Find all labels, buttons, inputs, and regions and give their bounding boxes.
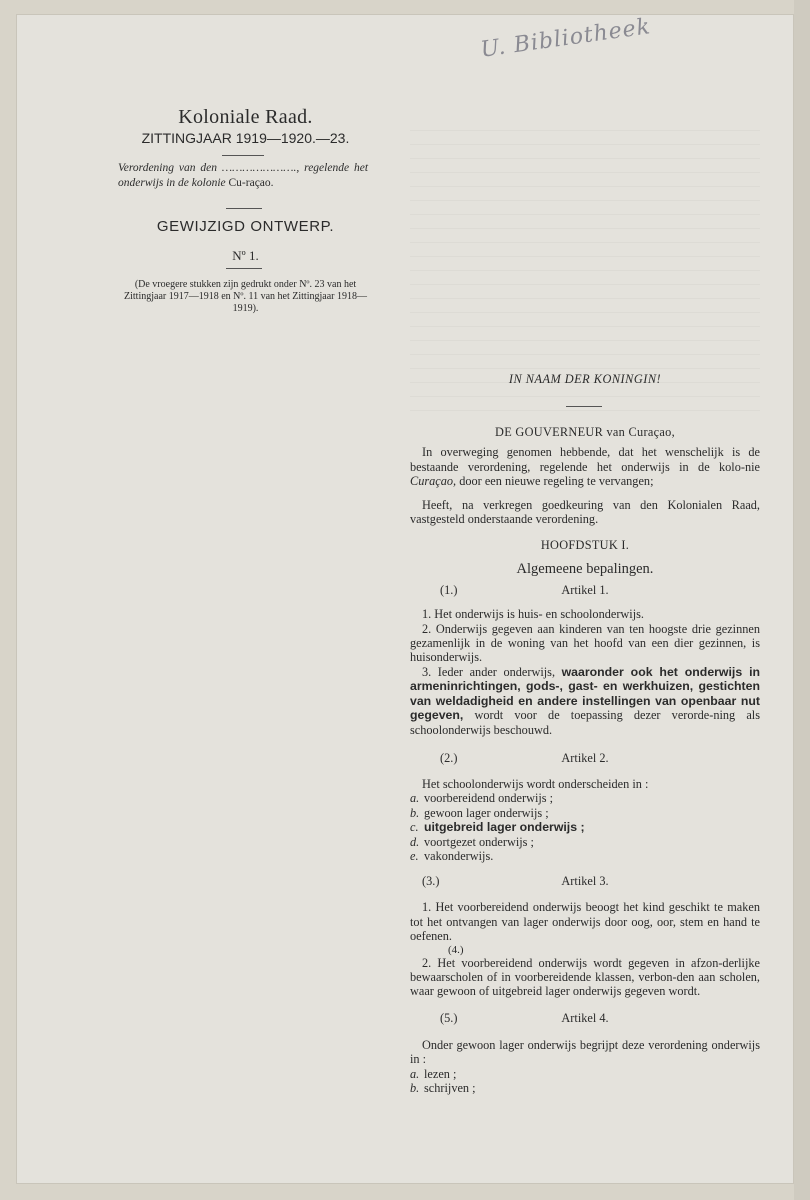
article-heading: (1.) Artikel 1. (440, 583, 609, 598)
preamble-paragraph: Heeft, na verkregen goedkeuring van den Kolonialen Raad, vastgesteld onderstaande verordening. (410, 497, 760, 527)
list-item: c. uitgebreid lager onderwijs ; (410, 820, 585, 835)
list-item: b. gewoon lager onderwijs ; (410, 805, 549, 820)
article-list (410, 791, 760, 863)
preamble-paragraph: In overweging genomen hebbende, dat het wenschelijk is de bestaande verordening, regelende het onderwijs in de kolo-nie Curaçao, door een nieuwe regeling te vervangen; (410, 445, 760, 489)
article-paragraph: 1. Het voorbereidend onderwijs beoogt het kind geschikt te maken tot het ontvangen van lager onderwijs door oog, oor, stem en hand te oefenen. (410, 900, 760, 944)
invocation: IN NAAM DER KONINGIN! (508, 372, 662, 386)
divider (226, 268, 262, 269)
handwritten-annotation: U. Bibliotheek (479, 14, 653, 63)
article-paragraph: 2. Het voorbereidend onderwijs wordt gegeven in afzon-derlijke bewaarscholen of in voorbereidende klassen, verbon-den aan scholen, waar gewoon of uitgebreid lager onderwijs gegeven wordt. (410, 955, 760, 999)
list-item: e. vakonderwijs. (410, 848, 494, 863)
list-item: a. voorbereidend onderwijs ; (410, 791, 554, 806)
document-number: Nº 1. (232, 248, 259, 263)
divider (226, 208, 262, 209)
main-text (410, 425, 760, 1095)
article-list (410, 1067, 760, 1096)
amended-draft-heading: GEWIJZIGD ONTWERP. (156, 218, 335, 235)
divider (222, 155, 264, 156)
council-title: Koloniale Raad. (178, 106, 313, 128)
article-heading: (5.) Artikel 4. (440, 1010, 609, 1025)
article-paragraph: 1. Het onderwijs is huis- en schoolonderwijs. (422, 607, 644, 622)
article-paragraph: Onder gewoon lager onderwijs begrijpt deze verordening onderwijs in : (410, 1037, 760, 1067)
divider (566, 406, 602, 407)
article-paragraph: 2. Onderwijs gegeven aan kinderen van ten hoogste drie gezinnen gezamenlijk in de woning van het hoofd van een dier gezinnen, is huisonderwijs. (410, 621, 760, 665)
article-paragraph: Het schoolonderwijs wordt onderscheiden in : (422, 776, 649, 791)
previous-documents-note: (De vroegere stukken zijn gedrukt onder Nº. 23 van het Zittingjaar 1917—1918 en Nº. 11 van het Zittingjaar 1918—1919). (124, 279, 367, 314)
article-heading: (2.) Artikel 2. (440, 750, 609, 765)
page-edge (794, 0, 810, 1200)
regulation-title: Verordening van den …………………., regelende het onderwijs in de kolonie Cu-raçao. (118, 162, 369, 189)
article-heading: (3.) Artikel 3. (422, 874, 609, 889)
governor-line: DE GOUVERNEUR van Curaçao, (495, 425, 675, 439)
margin-number: (4.) (448, 943, 464, 956)
session-year: ZITTINGJAAR 1919—1920.—23. (141, 130, 350, 146)
list-item: d. voortgezet onderwijs ; (410, 834, 534, 849)
chapter-heading: HOOFDSTUK I. (540, 538, 630, 553)
list-item: b. schrijven ; (410, 1081, 476, 1095)
list-item: a. lezen ; (410, 1066, 457, 1081)
article-paragraph: 3. Ieder ander onderwijs, waaronder ook het onderwijs in armeninrichtingen, gods-, gast- en werkhuizen, gestichten van weldadigheid en andere instellingen van openbaar nut gegeven, wordt voor de toepassing dezer verorde-ning als schoolonderwijs beschouwd. (410, 664, 760, 737)
chapter-title: Algemeene bepalingen. (516, 560, 654, 577)
